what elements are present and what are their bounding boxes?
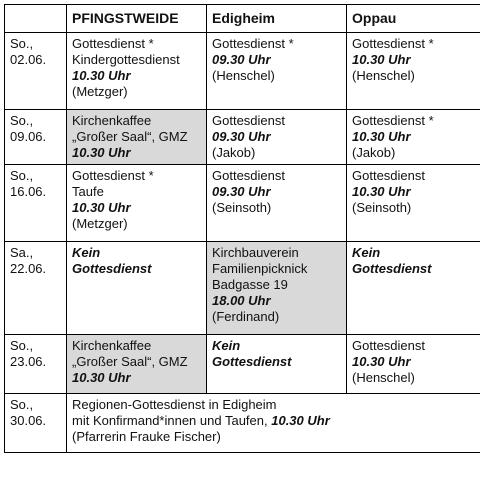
no-service-note: Gottesdienst [352, 261, 432, 276]
date-cell [5, 33, 67, 110]
event-person: (Metzger) [72, 84, 128, 99]
event-person: (Henschel) [352, 68, 415, 83]
date-cell [5, 110, 67, 165]
event-time: 10.30 Uhr [352, 184, 411, 199]
date: 22.06. [10, 261, 47, 276]
header-row [5, 5, 480, 33]
event-time: 09.30 Uhr [212, 52, 271, 67]
weekday: So., [10, 168, 34, 183]
event-label: Gottesdienst * [72, 168, 154, 183]
table-row [5, 165, 480, 242]
event-person: (Jakob) [352, 145, 396, 160]
weekday: Sa., [10, 245, 34, 260]
date: 30.06. [10, 413, 47, 428]
oppau-cell [347, 242, 480, 335]
no-service-note: Kein [72, 245, 101, 260]
event-label: Gottesdienst [352, 338, 425, 353]
date-cell [5, 165, 67, 242]
header-oppau: Oppau [347, 5, 480, 33]
event-label: Gottesdienst * [352, 36, 434, 51]
event-person: (Henschel) [212, 68, 275, 83]
event-time: 09.30 Uhr [212, 184, 271, 199]
pfingstweide-cell [67, 110, 207, 165]
edigheim-cell [207, 110, 347, 165]
table-row [5, 394, 480, 453]
date-cell [5, 242, 67, 335]
header-date [5, 5, 67, 33]
event-time: 10.30 Uhr [271, 413, 330, 428]
event-details [72, 413, 480, 429]
event-time: 10.30 Uhr [72, 370, 131, 385]
event-time: 10.30 Uhr [352, 354, 411, 369]
weekday: So., [10, 113, 34, 128]
date-cell [5, 394, 67, 453]
event-person: (Pfarrerin Frauke Fischer) [72, 429, 221, 444]
event-person: (Seinsoth) [352, 200, 412, 215]
event-time: 09.30 Uhr [212, 129, 271, 144]
no-service-note: Gottesdienst [72, 261, 152, 276]
event-label: Gottesdienst * [212, 36, 294, 51]
event-label: Familienpicknick [212, 261, 308, 276]
event-person: (Jakob) [212, 145, 256, 160]
event-time: 10.30 Uhr [352, 129, 411, 144]
event-time: 10.30 Uhr [72, 145, 131, 160]
table-row [5, 33, 480, 110]
pfingstweide-cell [67, 165, 207, 242]
weekday: So., [10, 36, 34, 51]
event-label: Kirchenkaffee [72, 113, 152, 128]
event-person: (Ferdinand) [212, 309, 280, 324]
event-label: Gottesdienst * [352, 113, 434, 128]
date: 02.06. [10, 52, 47, 67]
oppau-cell [347, 165, 480, 242]
header-edigheim: Edigheim [207, 5, 347, 33]
edigheim-cell [207, 335, 347, 394]
event-person: (Seinsoth) [212, 200, 272, 215]
date-cell [5, 335, 67, 394]
event-time: 18.00 Uhr [212, 293, 271, 308]
date: 16.06. [10, 184, 47, 199]
service-schedule-table [4, 4, 480, 453]
pfingstweide-cell [67, 33, 207, 110]
no-service-note: Kein [212, 338, 241, 353]
event-person: (Metzger) [72, 216, 128, 231]
table-row [5, 242, 480, 335]
no-service-note: Gottesdienst [212, 354, 292, 369]
event-time: 10.30 Uhr [72, 68, 131, 83]
header-pfingstweide: PFINGSTWEIDE [67, 5, 207, 33]
event-person: (Henschel) [352, 370, 415, 385]
event-label: Kirchbauverein [212, 245, 299, 260]
event-location: „Großer Saal“, GMZ [72, 354, 188, 369]
event-label: Kindergottesdienst [72, 52, 180, 67]
event-label: Gottesdienst * [72, 36, 154, 51]
event-time: 10.30 Uhr [72, 200, 131, 215]
event-location: Badgasse 19 [212, 277, 288, 292]
table-row [5, 335, 480, 394]
no-service-note: Kein [352, 245, 381, 260]
event-label: Taufe [72, 184, 104, 199]
event-label: Kirchenkaffee [72, 338, 152, 353]
weekday: So., [10, 397, 34, 412]
edigheim-cell [207, 33, 347, 110]
regional-service-cell [67, 394, 480, 453]
event-time: 10.30 Uhr [352, 52, 411, 67]
oppau-cell [347, 33, 480, 110]
edigheim-cell [207, 165, 347, 242]
event-label: Gottesdienst [352, 168, 425, 183]
table-row [5, 110, 480, 165]
edigheim-cell [207, 242, 347, 335]
date: 09.06. [10, 129, 47, 144]
date: 23.06. [10, 354, 47, 369]
event-label: Gottesdienst [212, 168, 285, 183]
pfingstweide-cell [67, 335, 207, 394]
event-details-text: mit Konfirmand*innen und Taufen, [72, 413, 272, 428]
event-label: Gottesdienst [212, 113, 285, 128]
oppau-cell [347, 335, 480, 394]
event-label: Regionen-Gottesdienst in Edigheim [72, 397, 277, 412]
weekday: So., [10, 338, 34, 353]
event-location: „Großer Saal“, GMZ [72, 129, 188, 144]
oppau-cell [347, 110, 480, 165]
pfingstweide-cell [67, 242, 207, 335]
